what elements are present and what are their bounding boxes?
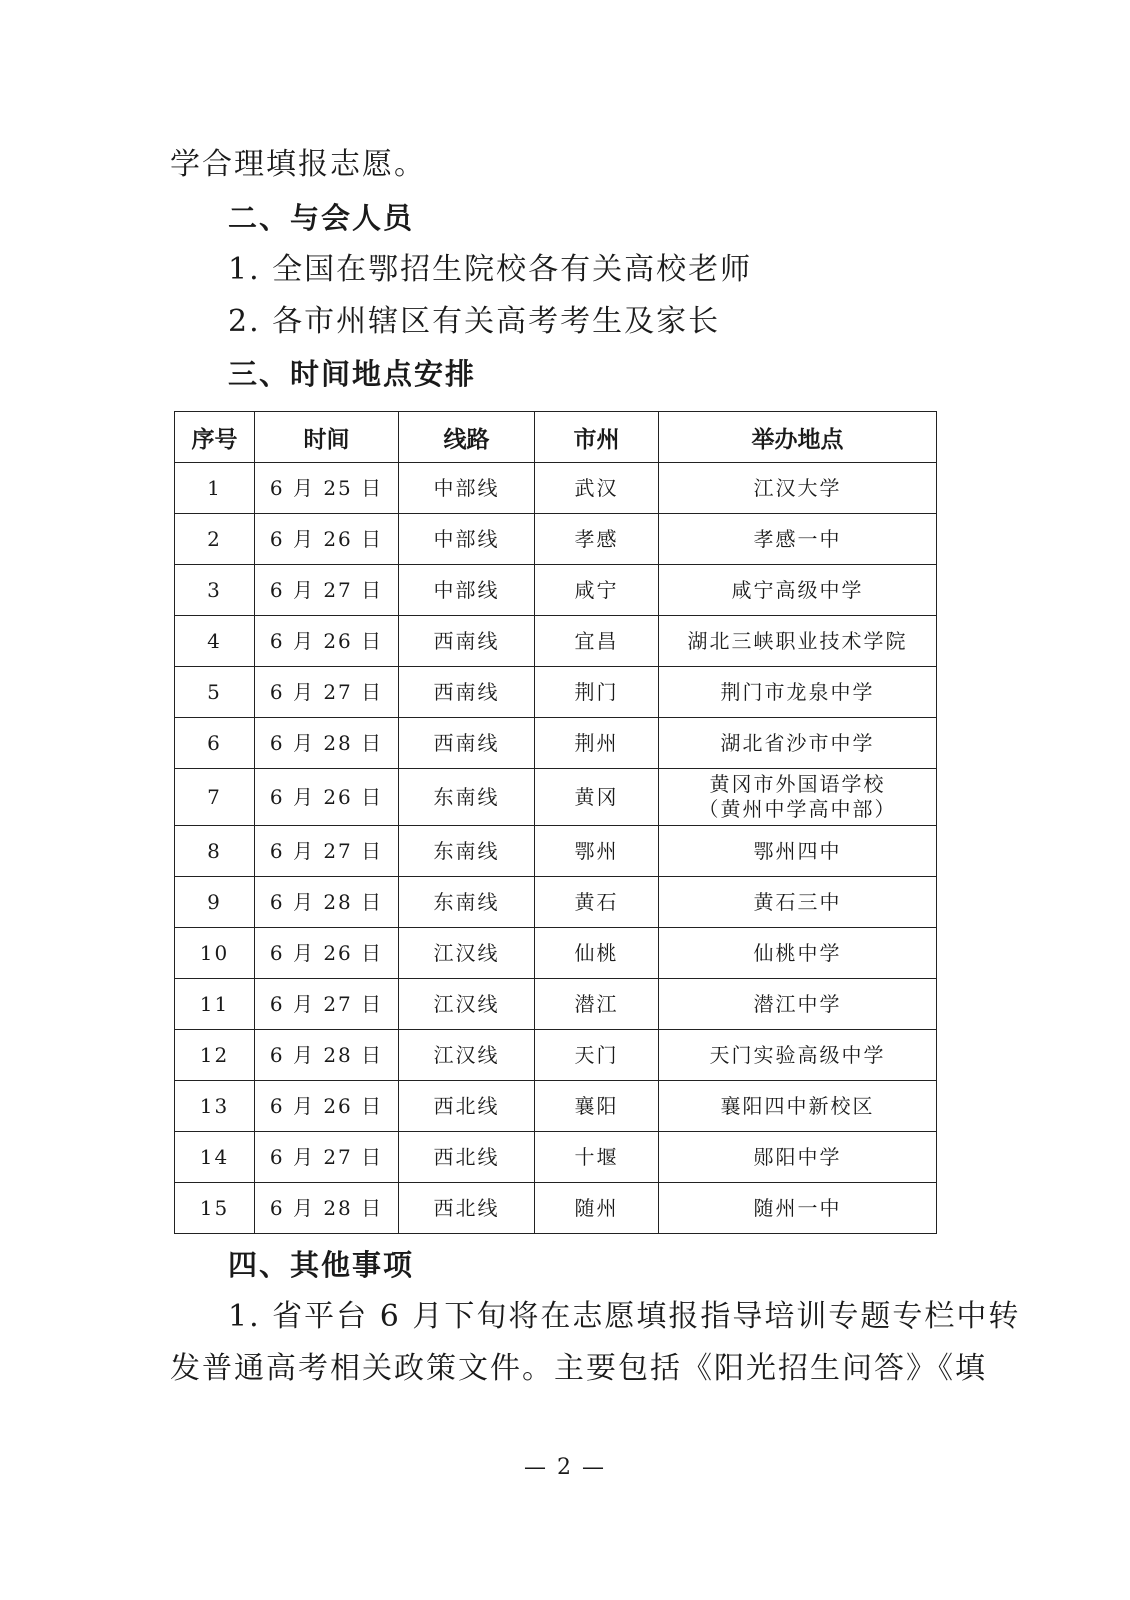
cell-no: 12 (175, 1030, 255, 1081)
cell-route: 江汉线 (399, 928, 535, 979)
cell-date: 6 月 27 日 (255, 667, 399, 718)
cell-date: 6 月 28 日 (255, 1030, 399, 1081)
cell-date: 6 月 25 日 (255, 463, 399, 514)
cell-city: 咸宁 (535, 565, 659, 616)
cell-no: 10 (175, 928, 255, 979)
cell-route: 中部线 (399, 565, 535, 616)
cell-route: 西南线 (399, 667, 535, 718)
cell-venue (659, 979, 937, 1030)
cell-venue (659, 1081, 937, 1132)
schedule-table (174, 411, 937, 1234)
table-body (175, 463, 937, 1234)
cell-route: 东南线 (399, 877, 535, 928)
cell-venue (659, 1183, 937, 1234)
cell-no: 11 (175, 979, 255, 1030)
cell-route: 西南线 (399, 718, 535, 769)
cell-date: 6 月 28 日 (255, 1183, 399, 1234)
venue-line: 黄冈市外国语学校 (709, 772, 886, 796)
venue-line-2: （黄州中学高中部） (698, 797, 897, 821)
cell-venue (659, 1132, 937, 1183)
cell-date: 6 月 27 日 (255, 1132, 399, 1183)
table-row (175, 565, 937, 616)
venue-line: 鄂州四中 (753, 838, 842, 863)
venue-line: 荆门市龙泉中学 (720, 679, 875, 704)
cell-venue (659, 616, 937, 667)
cell-no: 1 (175, 463, 255, 514)
header-venue: 举办地点 (659, 412, 937, 463)
venue-line: 湖北三峡职业技术学院 (687, 628, 908, 653)
cell-no: 8 (175, 826, 255, 877)
cell-city: 仙桃 (535, 928, 659, 979)
table-row (175, 1081, 937, 1132)
venue-line: 咸宁高级中学 (731, 577, 864, 602)
table-row (175, 826, 937, 877)
cell-route: 江汉线 (399, 1030, 535, 1081)
venue-line: 江汉大学 (753, 475, 842, 500)
cell-city: 宜昌 (535, 616, 659, 667)
cell-venue (659, 514, 937, 565)
cell-date: 6 月 27 日 (255, 565, 399, 616)
cell-venue (659, 463, 937, 514)
cell-venue (659, 769, 937, 826)
venue-line: 仙桃中学 (753, 940, 842, 965)
page-number: — 2 — (524, 1455, 606, 1480)
venue-line: 湖北省沙市中学 (720, 730, 875, 755)
section2-heading: 二、与会人员 (228, 201, 415, 235)
cell-city: 襄阳 (535, 1081, 659, 1132)
section3-heading: 三、时间地点安排 (228, 357, 477, 391)
cell-date: 6 月 26 日 (255, 514, 399, 565)
cell-route: 西北线 (399, 1183, 535, 1234)
cell-no: 2 (175, 514, 255, 565)
venue-line: 襄阳四中新校区 (720, 1093, 875, 1118)
cell-venue (659, 877, 937, 928)
table-row (175, 667, 937, 718)
cell-no: 6 (175, 718, 255, 769)
cell-city: 随州 (535, 1183, 659, 1234)
header-date: 时间 (255, 412, 399, 463)
table-row (175, 463, 937, 514)
cell-no: 4 (175, 616, 255, 667)
venue-line: 郧阳中学 (753, 1144, 842, 1169)
cell-route: 东南线 (399, 769, 535, 826)
cell-city: 鄂州 (535, 826, 659, 877)
cell-venue (659, 826, 937, 877)
cell-no: 9 (175, 877, 255, 928)
cell-city: 天门 (535, 1030, 659, 1081)
header-city: 市州 (535, 412, 659, 463)
cell-no: 13 (175, 1081, 255, 1132)
cell-route: 中部线 (399, 463, 535, 514)
cell-date: 6 月 27 日 (255, 979, 399, 1030)
cell-date: 6 月 26 日 (255, 616, 399, 667)
cell-route: 西南线 (399, 616, 535, 667)
section4-item1-line2: 发普通高考相关政策文件。主要包括《阳光招生问答》《填 (170, 1351, 987, 1386)
cell-route: 江汉线 (399, 979, 535, 1030)
table-row (175, 877, 937, 928)
cell-venue (659, 1030, 937, 1081)
cell-no: 3 (175, 565, 255, 616)
section4-heading: 四、其他事项 (228, 1248, 415, 1282)
venue-line: 黄石三中 (753, 889, 842, 914)
cell-date: 6 月 26 日 (255, 928, 399, 979)
cell-date: 6 月 26 日 (255, 769, 399, 826)
table-row (175, 514, 937, 565)
table-header-row (175, 412, 937, 463)
cell-city: 黄冈 (535, 769, 659, 826)
cell-no: 5 (175, 667, 255, 718)
cell-route: 东南线 (399, 826, 535, 877)
cell-venue (659, 718, 937, 769)
cell-date: 6 月 27 日 (255, 826, 399, 877)
table-row (175, 928, 937, 979)
table-row (175, 1132, 937, 1183)
cell-no: 7 (175, 769, 255, 826)
cell-route: 西北线 (399, 1081, 535, 1132)
cell-venue (659, 565, 937, 616)
cell-city: 武汉 (535, 463, 659, 514)
table-row (175, 616, 937, 667)
cell-date: 6 月 28 日 (255, 877, 399, 928)
cell-city: 黄石 (535, 877, 659, 928)
cell-venue (659, 928, 937, 979)
cell-route: 西北线 (399, 1132, 535, 1183)
venue-line: 潜江中学 (753, 991, 842, 1016)
cell-date: 6 月 28 日 (255, 718, 399, 769)
section2-item2: 2. 各市州辖区有关高考考生及家长 (228, 304, 721, 339)
section4-item1-line1: 1. 省平台 6 月下旬将在志愿填报指导培训专题专栏中转 (228, 1299, 1021, 1334)
cell-date: 6 月 26 日 (255, 1081, 399, 1132)
venue-line: 孝感一中 (753, 526, 842, 551)
cell-city: 孝感 (535, 514, 659, 565)
cell-no: 14 (175, 1132, 255, 1183)
cell-route: 中部线 (399, 514, 535, 565)
table-row (175, 718, 937, 769)
table-row (175, 1183, 937, 1234)
section2-item1: 1. 全国在鄂招生院校各有关高校老师 (228, 252, 753, 287)
header-no: 序号 (175, 412, 255, 463)
venue-line: 随州一中 (753, 1195, 842, 1220)
cell-city: 荆州 (535, 718, 659, 769)
table-row (175, 1030, 937, 1081)
cell-city: 十堰 (535, 1132, 659, 1183)
table-row (175, 769, 937, 826)
intro-tail-text: 学合理填报志愿。 (170, 147, 426, 182)
venue-line: 天门实验高级中学 (709, 1042, 886, 1067)
cell-city: 荆门 (535, 667, 659, 718)
cell-venue (659, 667, 937, 718)
table-row (175, 979, 937, 1030)
cell-no: 15 (175, 1183, 255, 1234)
header-route: 线路 (399, 412, 535, 463)
cell-city: 潜江 (535, 979, 659, 1030)
